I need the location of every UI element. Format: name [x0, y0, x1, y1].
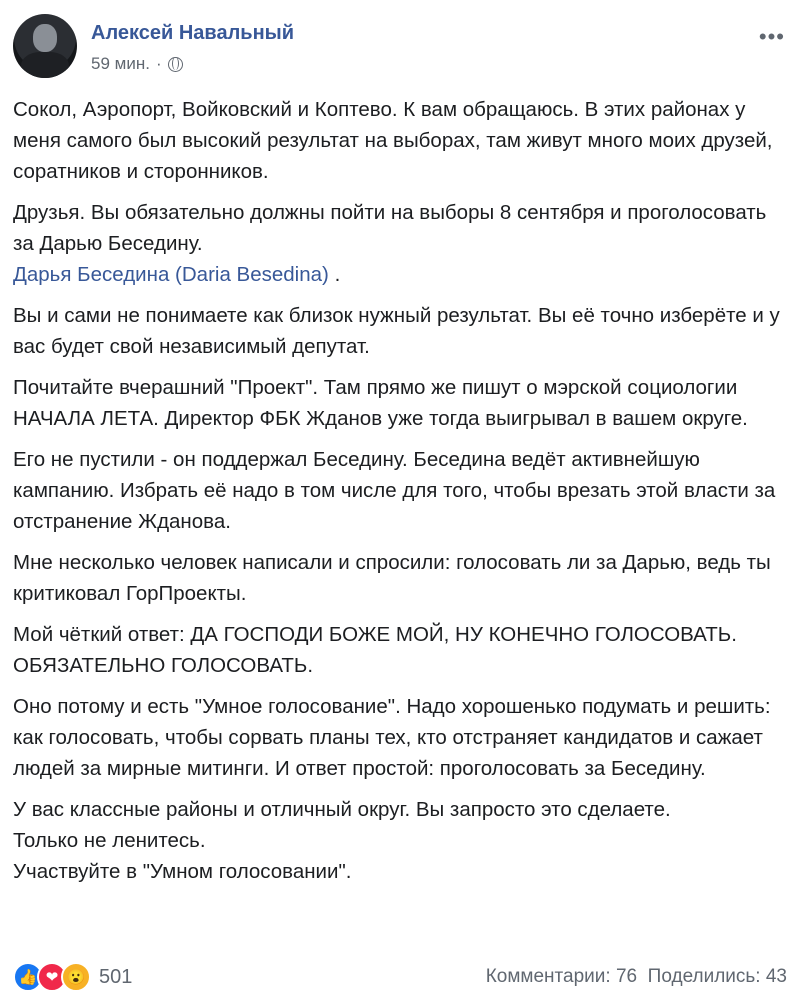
avatar-body: [21, 52, 69, 78]
post-paragraph: Оно потому и есть "Умное голосование". Надо хорошенько подумать и решить: как голосовать, чтобы сорвать планы тех, кто отстраняет кандидатов и сажает людей за мирные митинги. И ответ простой: проголосовать за Беседину.: [13, 695, 771, 780]
post-paragraph: [13, 794, 787, 887]
reaction-count[interactable]: 501: [99, 965, 133, 988]
post-stats: [486, 966, 787, 988]
like-reaction-icon: 👍: [13, 962, 43, 992]
avatar-head: [33, 24, 57, 52]
wow-reaction-icon: 😮: [61, 962, 91, 992]
shares-count-link[interactable]: Поделились: 43: [647, 966, 787, 987]
author-name-link[interactable]: Алексей Навальный: [91, 22, 295, 44]
post-paragraph: Мой чёткий ответ: ДА ГОСПОДИ БОЖЕ МОЙ, НУ КОНЕЧНО ГОЛОСОВАТЬ. ОБЯЗАТЕЛЬНО ГОЛОСОВАТЬ.: [13, 623, 737, 677]
post-footer: [13, 960, 787, 992]
meta-separator: ·: [155, 54, 162, 73]
post-paragraph: Мне несколько человек написали и спросили: голосовать ли за Дарью, ведь ты критиковал ГорПроекты.: [13, 551, 771, 605]
mention-link[interactable]: Дарья Беседина (Daria Besedina): [13, 263, 329, 286]
post-paragraph-text: Друзья. Вы обязательно должны пойти на выборы 8 сентября и проголосовать за Дарью Беседину.: [13, 201, 767, 255]
post-paragraph: [13, 197, 787, 290]
post-paragraph: Почитайте вчерашний "Проект". Там прямо же пишут о мэрской социологии НАЧАЛА ЛЕТА. Директор ФБК Жданов уже тогда выигрывал в вашем округе.: [13, 376, 748, 430]
post-line: У вас классные районы и отличный округ. Вы запросто это сделаете.: [13, 798, 671, 821]
avatar[interactable]: [13, 14, 77, 78]
post-meta: [91, 54, 183, 74]
globe-icon[interactable]: [168, 57, 183, 72]
post-body: [13, 94, 787, 897]
reactions-summary[interactable]: [13, 962, 132, 992]
post-line: Только не ленитесь.: [13, 829, 206, 852]
post-paragraph: Сокол, Аэропорт, Войковский и Коптево. К вам обращаюсь. В этих районах у меня самого был высокий результат на выборах, там живут много моих друзей, соратников и сторонников.: [13, 98, 773, 183]
post-header: [13, 14, 787, 84]
mention-suffix: .: [328, 263, 341, 286]
more-options-button[interactable]: •••: [758, 24, 785, 49]
post-line: Участвуйте в "Умном голосовании".: [13, 860, 352, 883]
post-paragraph: Его не пустили - он поддержал Беседину. Беседина ведёт активнейшую кампанию. Избрать её надо в том числе для того, чтобы врезать этой власти за отстранение Жданова.: [13, 448, 776, 533]
love-reaction-icon: ❤: [37, 962, 67, 992]
post-time[interactable]: 59 мин.: [91, 54, 150, 73]
post-paragraph: Вы и сами не понимаете как близок нужный результат. Вы её точно изберёте и у вас будет свой независимый депутат.: [13, 304, 780, 358]
comments-count-link[interactable]: Комментарии: 76: [485, 966, 638, 987]
